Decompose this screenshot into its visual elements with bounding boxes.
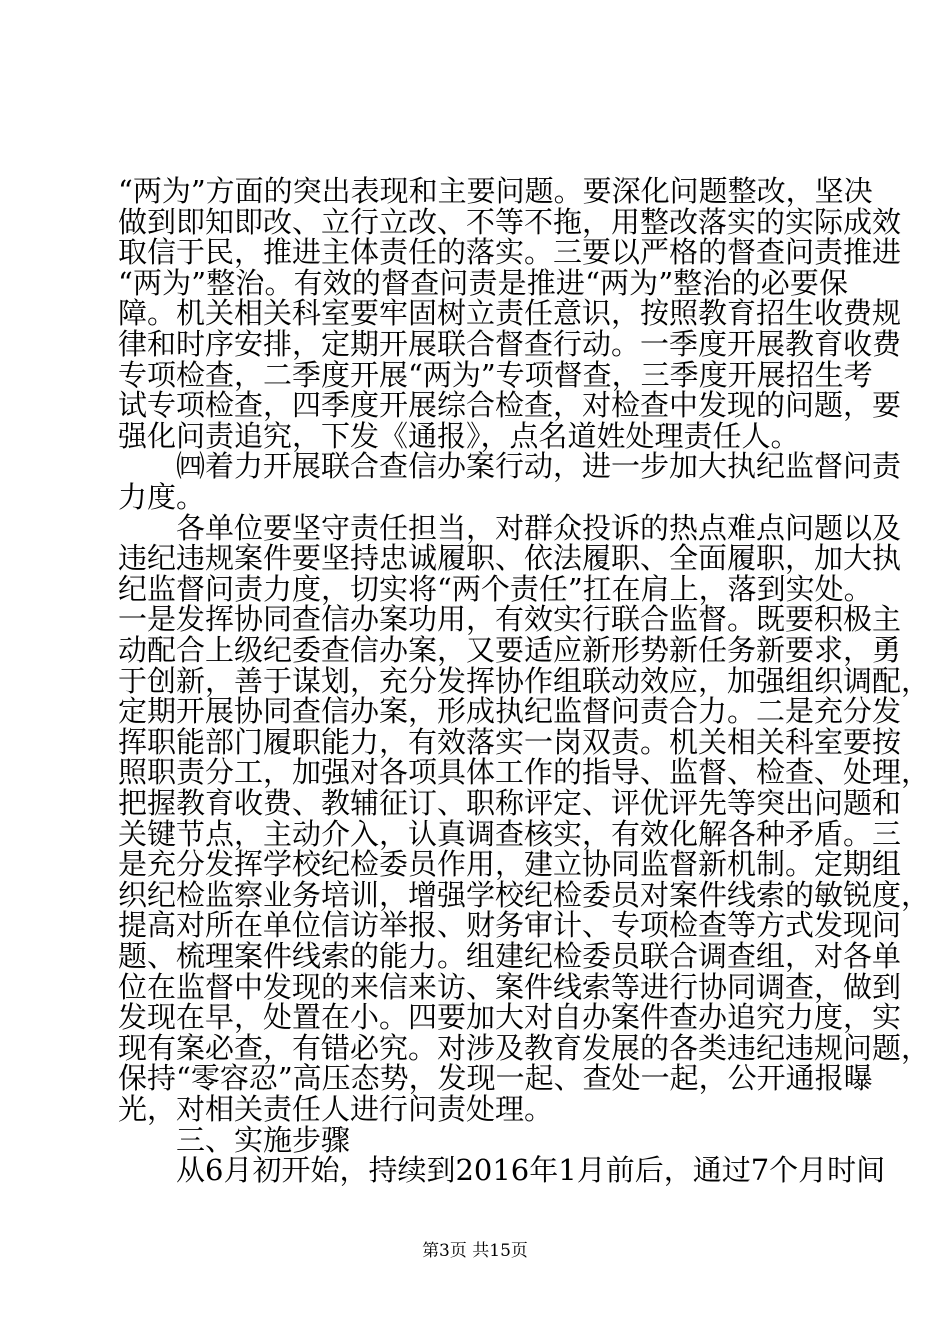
text-line: 是充分发挥学校纪检委员作用，建立协同监督新机制。定期组 (118, 847, 902, 882)
text-line: 强化问责追究，下发《通报》，点名道姓处理责任人。 (118, 418, 800, 453)
text-line: “两为”方面的突出表现和主要问题。要深化问题整改，坚决 (118, 174, 873, 208)
text-line: “两为”整治。有效的督查问责是推进“两为”整治的必要保 (118, 265, 848, 300)
page-number-footer: 第3页 共15页 (422, 1241, 528, 1261)
text-line: 做到即知即改、立行立改、不等不拖，用整改落实的实际成效 (118, 204, 902, 239)
section-heading: 三、实施步骤 (176, 1122, 351, 1157)
section-heading: ㈣着力开展联合查信办案行动，进一步加大执纪监督问责 (176, 449, 902, 484)
text-line: 专项检查，二季度开展“两为”专项督查，三季度开展招生考 (118, 357, 873, 392)
text-line: 纪监督问责力度，切实将“两个责任”扛在肩上，落到实处。 (118, 571, 873, 606)
text-line: 定期开展协同查信办案，形成执纪监督问责合力。二是充分发 (118, 694, 902, 729)
text-line: 障。机关相关科室要牢固树立责任意识，按照教育招生收费规 (118, 296, 902, 331)
text-line: 挥职能部门履职能力，有效落实一岗双责。机关相关科室要按 (118, 724, 902, 759)
text-line: 现有案必查，有错必究。对涉及教育发展的各类违纪违规问题， (118, 1030, 931, 1065)
text-line: 取信于民，推进主体责任的落实。三要以严格的督查问责推进 (118, 235, 902, 270)
text-line: 照职责分工，加强对各项具体工作的指导、监督、检查、处理， (118, 755, 931, 790)
text-line: 试专项检查，四季度开展综合检查，对检查中发现的问题，要 (118, 388, 902, 423)
text-line: 律和时序安排，定期开展联合督查行动。一季度开展教育收费 (118, 327, 902, 361)
text-line: 违纪违规案件要坚持忠诚履职、依法履职、全面履职，加大执 (118, 541, 902, 576)
text-line: 力度。 (118, 480, 206, 514)
text-line: 光，对相关责任人进行问责处理。 (118, 1092, 554, 1126)
text-line: 把握教育收费、教辅征订、职称评定、评优评先等突出问题和 (118, 786, 902, 820)
text-line: 发现在早，处置在小。四要加大对自办案件查办追究力度，实 (118, 1000, 902, 1035)
text-line: 于创新，善于谋划，充分发挥协作组联动效应，加强组织调配， (118, 663, 931, 698)
text-line: 一是发挥协同查信办案功用，有效实行联合监督。既要积极主 (118, 602, 902, 637)
text-line: 关键节点，主动介入，认真调查核实，有效化解各种矛盾。三 (118, 816, 902, 851)
text-line: 位在监督中发现的来信来访、案件线索等进行协同调查，做到 (118, 969, 902, 1004)
paragraph-first-line: 各单位要坚守责任担当，对群众投诉的热点难点问题以及 (176, 510, 902, 545)
text-line: 题、梳理案件线索的能力。组建纪检委员联合调查组，对各单 (118, 939, 902, 973)
text-line: 织纪检监察业务培训，增强学校纪检委员对案件线索的敏锐度， (118, 877, 931, 912)
paragraph-first-line: 从6月初开始，持续到2016年1月前后，通过7个月时间 (176, 1153, 886, 1188)
text-line: 提高对所在单位信访举报、财务审计、专项检查等方式发现问 (118, 908, 902, 943)
text-line: 动配合上级纪委查信办案，又要适应新形势新任务新要求，勇 (118, 633, 902, 667)
text-line: 保持“零容忍”高压态势，发现一起、查处一起，公开通报曝 (118, 1061, 873, 1096)
